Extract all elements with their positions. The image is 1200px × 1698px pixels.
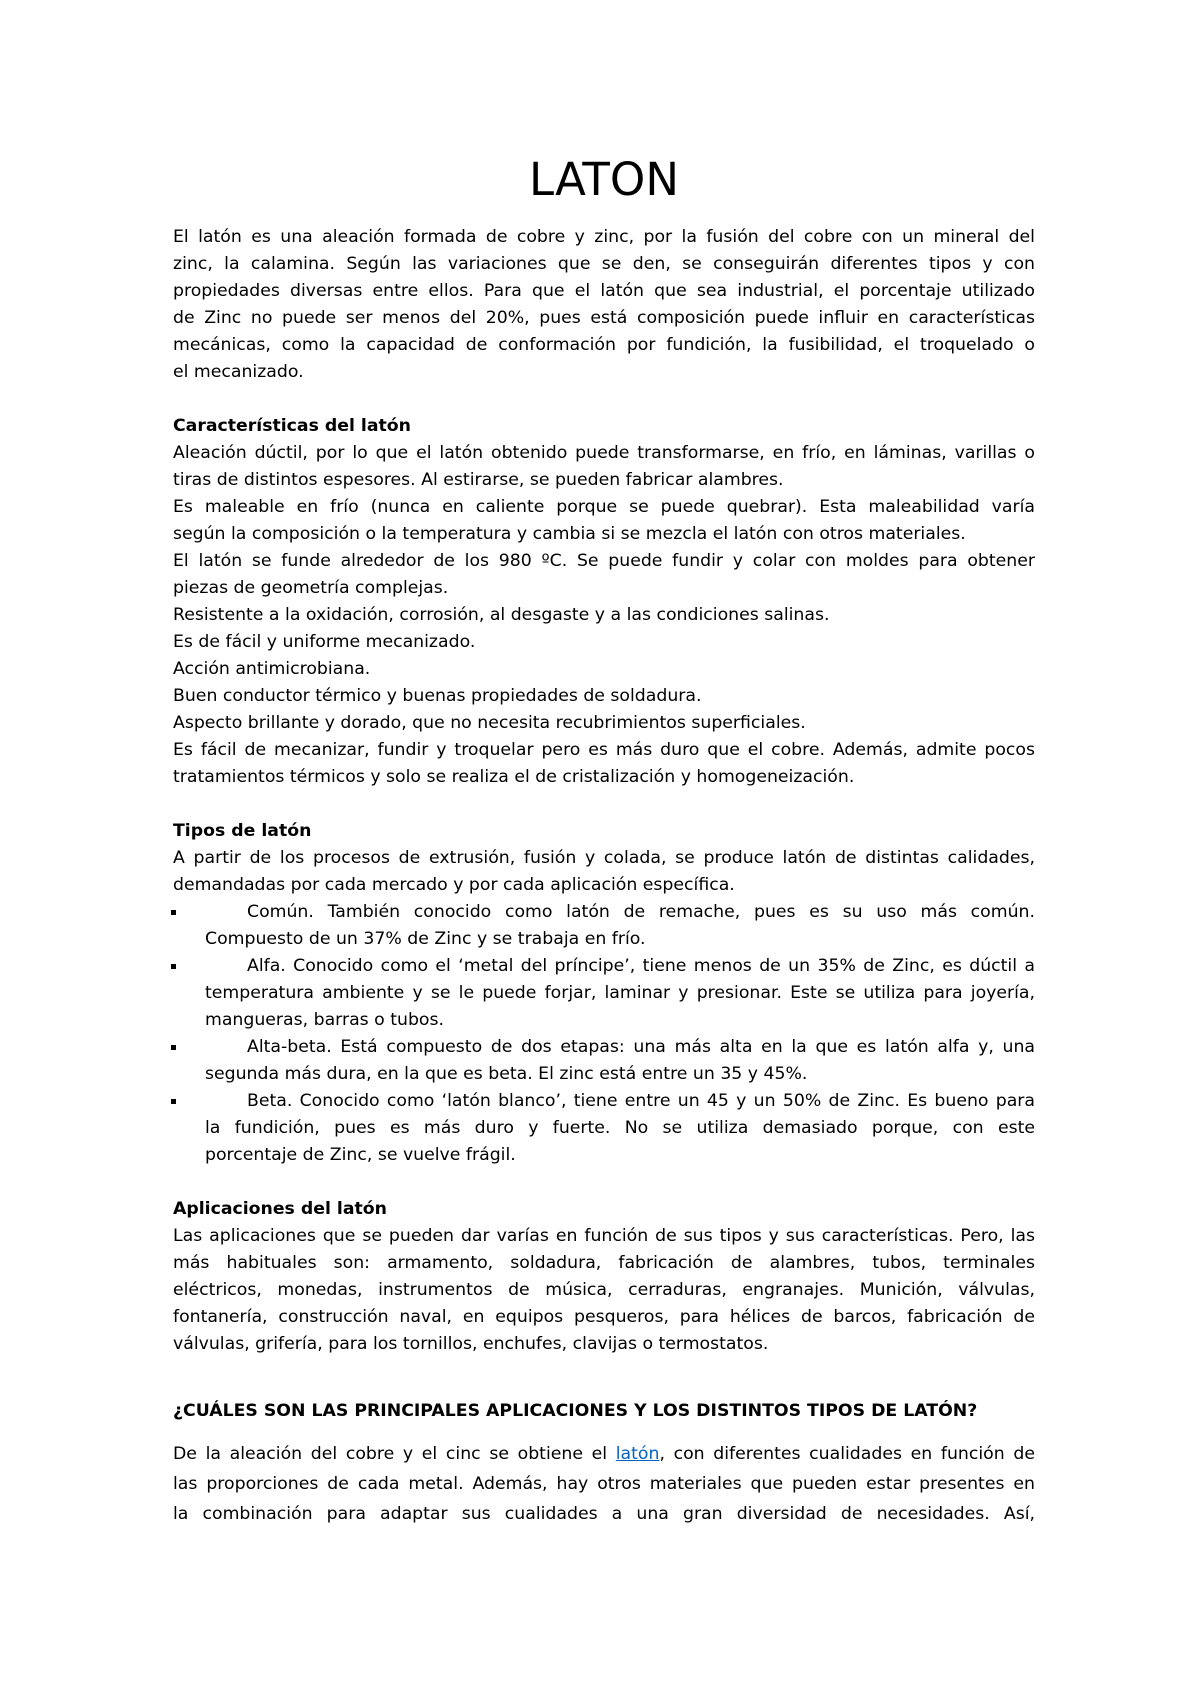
- list-item: [173, 953, 1035, 1034]
- list-item-line: porcentaje de Zinc, se vuelve frágil.: [205, 1145, 516, 1165]
- aplicaciones-line: fontanería, construcción naval, en equipos pesqueros, para hélices de barcos, fabricación de: [173, 1307, 1035, 1327]
- list-item-line: la fundición, pues es más duro y fuerte. No se utiliza demasiado porque, con este: [205, 1118, 1035, 1138]
- intro-line: de Zinc no puede ser menos del 20%, pues está composición puede influir en características: [173, 308, 1035, 328]
- square-bullet-icon: [171, 1099, 176, 1104]
- caracteristicas-line: piezas de geometría complejas.: [173, 578, 449, 598]
- caracteristicas-list: [173, 440, 1035, 791]
- pregunta-paragraph: [173, 1439, 1035, 1529]
- square-bullet-icon: [171, 910, 176, 915]
- caracteristicas-line: Acción antimicrobiana.: [173, 659, 371, 679]
- document-content: [173, 150, 1035, 1529]
- intro-line: zinc, la calamina. Según las variaciones que se den, se conseguirán diferentes tipos y con: [173, 254, 1035, 274]
- list-item: [173, 1034, 1035, 1088]
- aplicaciones-paragraph: [173, 1223, 1035, 1358]
- pregunta-line: [173, 1439, 1035, 1469]
- caracteristicas-line: El latón se funde alrededor de los 980 ºC. Se puede fundir y colar con moldes para obtener: [173, 551, 1035, 571]
- paragraph-spacer: [173, 1169, 1035, 1196]
- caracteristicas-line: Aleación dúctil, por lo que el latón obtenido puede transformarse, en frío, en láminas, varillas o: [173, 443, 1035, 463]
- laton-link[interactable]: latón: [615, 1444, 660, 1464]
- list-item: [173, 899, 1035, 953]
- section-heading-tipos: Tipos de latón: [173, 821, 312, 841]
- square-bullet-icon: [171, 1045, 176, 1050]
- square-bullet-icon: [171, 964, 176, 969]
- pregunta-line: la combinación para adaptar sus cualidades a una gran diversidad de necesidades. Así,: [173, 1504, 1035, 1524]
- caracteristicas-line: tiras de distintos espesores. Al estirarse, se pueden fabricar alambres.: [173, 470, 784, 490]
- tipos-intro-line: A partir de los procesos de extrusión, fusión y colada, se produce latón de distintas calidades,: [173, 848, 1035, 868]
- aplicaciones-line: válvulas, grifería, para los tornillos, enchufes, clavijas o termostatos.: [173, 1334, 769, 1354]
- document-title: LATON: [529, 153, 679, 206]
- caracteristicas-line: tratamientos térmicos y solo se realiza el de cristalización y homogeneización.: [173, 767, 855, 787]
- pregunta-text: , con diferentes cualidades en función de: [659, 1444, 1035, 1464]
- aplicaciones-line: eléctricos, monedas, instrumentos de música, cerraduras, engranajes. Munición, válvulas,: [173, 1280, 1035, 1300]
- section-heading-aplicaciones: Aplicaciones del latón: [173, 1199, 387, 1219]
- list-item-line: Beta. Conocido como ‘latón blanco’, tiene entre un 45 y un 50% de Zinc. Es bueno para: [247, 1091, 1035, 1111]
- intro-line: el mecanizado.: [173, 362, 304, 382]
- list-item-line: mangueras, barras o tubos.: [205, 1010, 445, 1030]
- intro-line: propiedades diversas entre ellos. Para que el latón que sea industrial, el porcentaje utilizado: [173, 281, 1035, 301]
- list-item-line: Común. También conocido como latón de remache, pues es su uso más común.: [247, 902, 1035, 922]
- intro-paragraph: [173, 224, 1035, 386]
- caracteristicas-line: Resistente a la oxidación, corrosión, al desgaste y a las condiciones salinas.: [173, 605, 830, 625]
- list-item-line: Alfa. Conocido como el ‘metal del príncipe’, tiene menos de un 35% de Zinc, es dúctil a: [247, 956, 1035, 976]
- list-item-line: Compuesto de un 37% de Zinc y se trabaja en frío.: [205, 929, 646, 949]
- aplicaciones-line: más habituales son: armamento, soldadura, fabricación de alambres, tubos, terminales: [173, 1253, 1035, 1273]
- list-item-line: segunda más dura, en la que es beta. El zinc está entre un 35 y 45%.: [205, 1064, 808, 1084]
- list-item-line: temperatura ambiente y se le puede forjar, laminar y presionar. Este se utiliza para joyería,: [205, 983, 1035, 1003]
- caracteristicas-line: Aspecto brillante y dorado, que no necesita recubrimientos superficiales.: [173, 713, 806, 733]
- list-item: [173, 1088, 1035, 1169]
- caracteristicas-line: según la composición o la temperatura y cambia si se mezcla el latón con otros materiales.: [173, 524, 966, 544]
- list-item-line: Alta-beta. Está compuesto de dos etapas: una más alta en la que es latón alfa y, una: [247, 1037, 1035, 1057]
- paragraph-spacer: [173, 386, 1035, 413]
- caracteristicas-line: Es fácil de mecanizar, fundir y troquelar pero es más duro que el cobre. Además, admite pocos: [173, 740, 1035, 760]
- pregunta-text: De la aleación del cobre y el cinc se obtiene el: [173, 1444, 616, 1464]
- section-heading-pregunta: ¿CUÁLES SON LAS PRINCIPALES APLICACIONES Y LOS DISTINTOS TIPOS DE LATÓN?: [173, 1401, 978, 1421]
- aplicaciones-line: Las aplicaciones que se pueden dar varías en función de sus tipos y sus características. Pero, las: [173, 1226, 1035, 1246]
- intro-line: mecánicas, como la capacidad de conformación por fundición, la fusibilidad, el troquelado o: [173, 335, 1035, 355]
- caracteristicas-line: Buen conductor térmico y buenas propiedades de soldadura.: [173, 686, 702, 706]
- tipos-intro-line: demandadas por cada mercado y por cada aplicación específica.: [173, 875, 735, 895]
- paragraph-spacer: [173, 791, 1035, 818]
- intro-line: El latón es una aleación formada de cobre y zinc, por la fusión del cobre con un mineral del: [173, 227, 1035, 247]
- pregunta-line: las proporciones de cada metal. Además, hay otros materiales que pueden estar presentes en: [173, 1474, 1035, 1494]
- caracteristicas-line: Es maleable en frío (nunca en caliente porque se puede quebrar). Esta maleabilidad varía: [173, 497, 1035, 517]
- tipos-intro: [173, 845, 1035, 899]
- section-heading-caracteristicas: Características del latón: [173, 416, 411, 436]
- caracteristicas-line: Es de fácil y uniforme mecanizado.: [173, 632, 476, 652]
